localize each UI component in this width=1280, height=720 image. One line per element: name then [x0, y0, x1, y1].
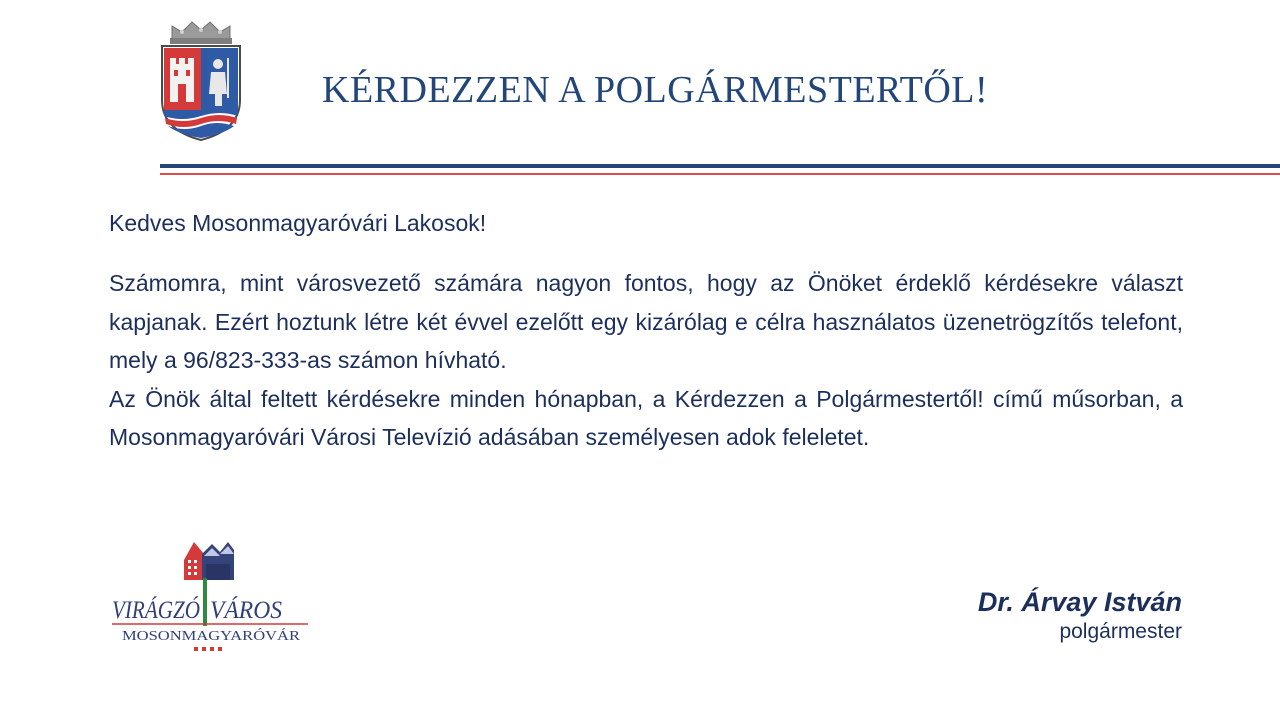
- logo-word-varos: VÁROS: [210, 597, 287, 624]
- coat-of-arms-icon: [158, 18, 244, 142]
- letter-paragraph-1: Számomra, mint városvezető számára nagyon fontos, hogy az Önöket érdeklő kérdésekre választ kapjanak. Ezért hoztunk létre két évvel ezelőtt egy kizárólag e célra használatos üzenetrögzítős telefont, mely a 96/823-333-as számon hívható.: [109, 270, 1183, 373]
- signature-name: Dr. Árvay István: [977, 587, 1182, 617]
- viragzo-varos-logo: [110, 540, 310, 655]
- letter-body: [109, 206, 1183, 457]
- header-divider-blue: [160, 164, 1280, 168]
- signature-block: [978, 586, 1182, 646]
- header-divider-red: [160, 173, 1280, 175]
- letter-greeting: Kedves Mosonmagyaróvári Lakosok!: [109, 210, 487, 236]
- logo-word-viragzo: VIRÁGZÓ: [112, 597, 217, 624]
- letter-paragraph-2: Az Önök által feltett kérdésekre minden hónapban, a Kérdezzen a Polgármestertől! című műsorban, a Mosonmagyaróvári Városi Televízió adásában személyesen adok feleletet.: [109, 385, 1183, 450]
- logo-city-name: MOSONMAGYARÓVÁR: [122, 629, 273, 644]
- signature-role: polgármester: [1059, 620, 1182, 643]
- page-title: KÉRDEZZEN A POLGÁRMESTERTŐL!: [322, 69, 989, 111]
